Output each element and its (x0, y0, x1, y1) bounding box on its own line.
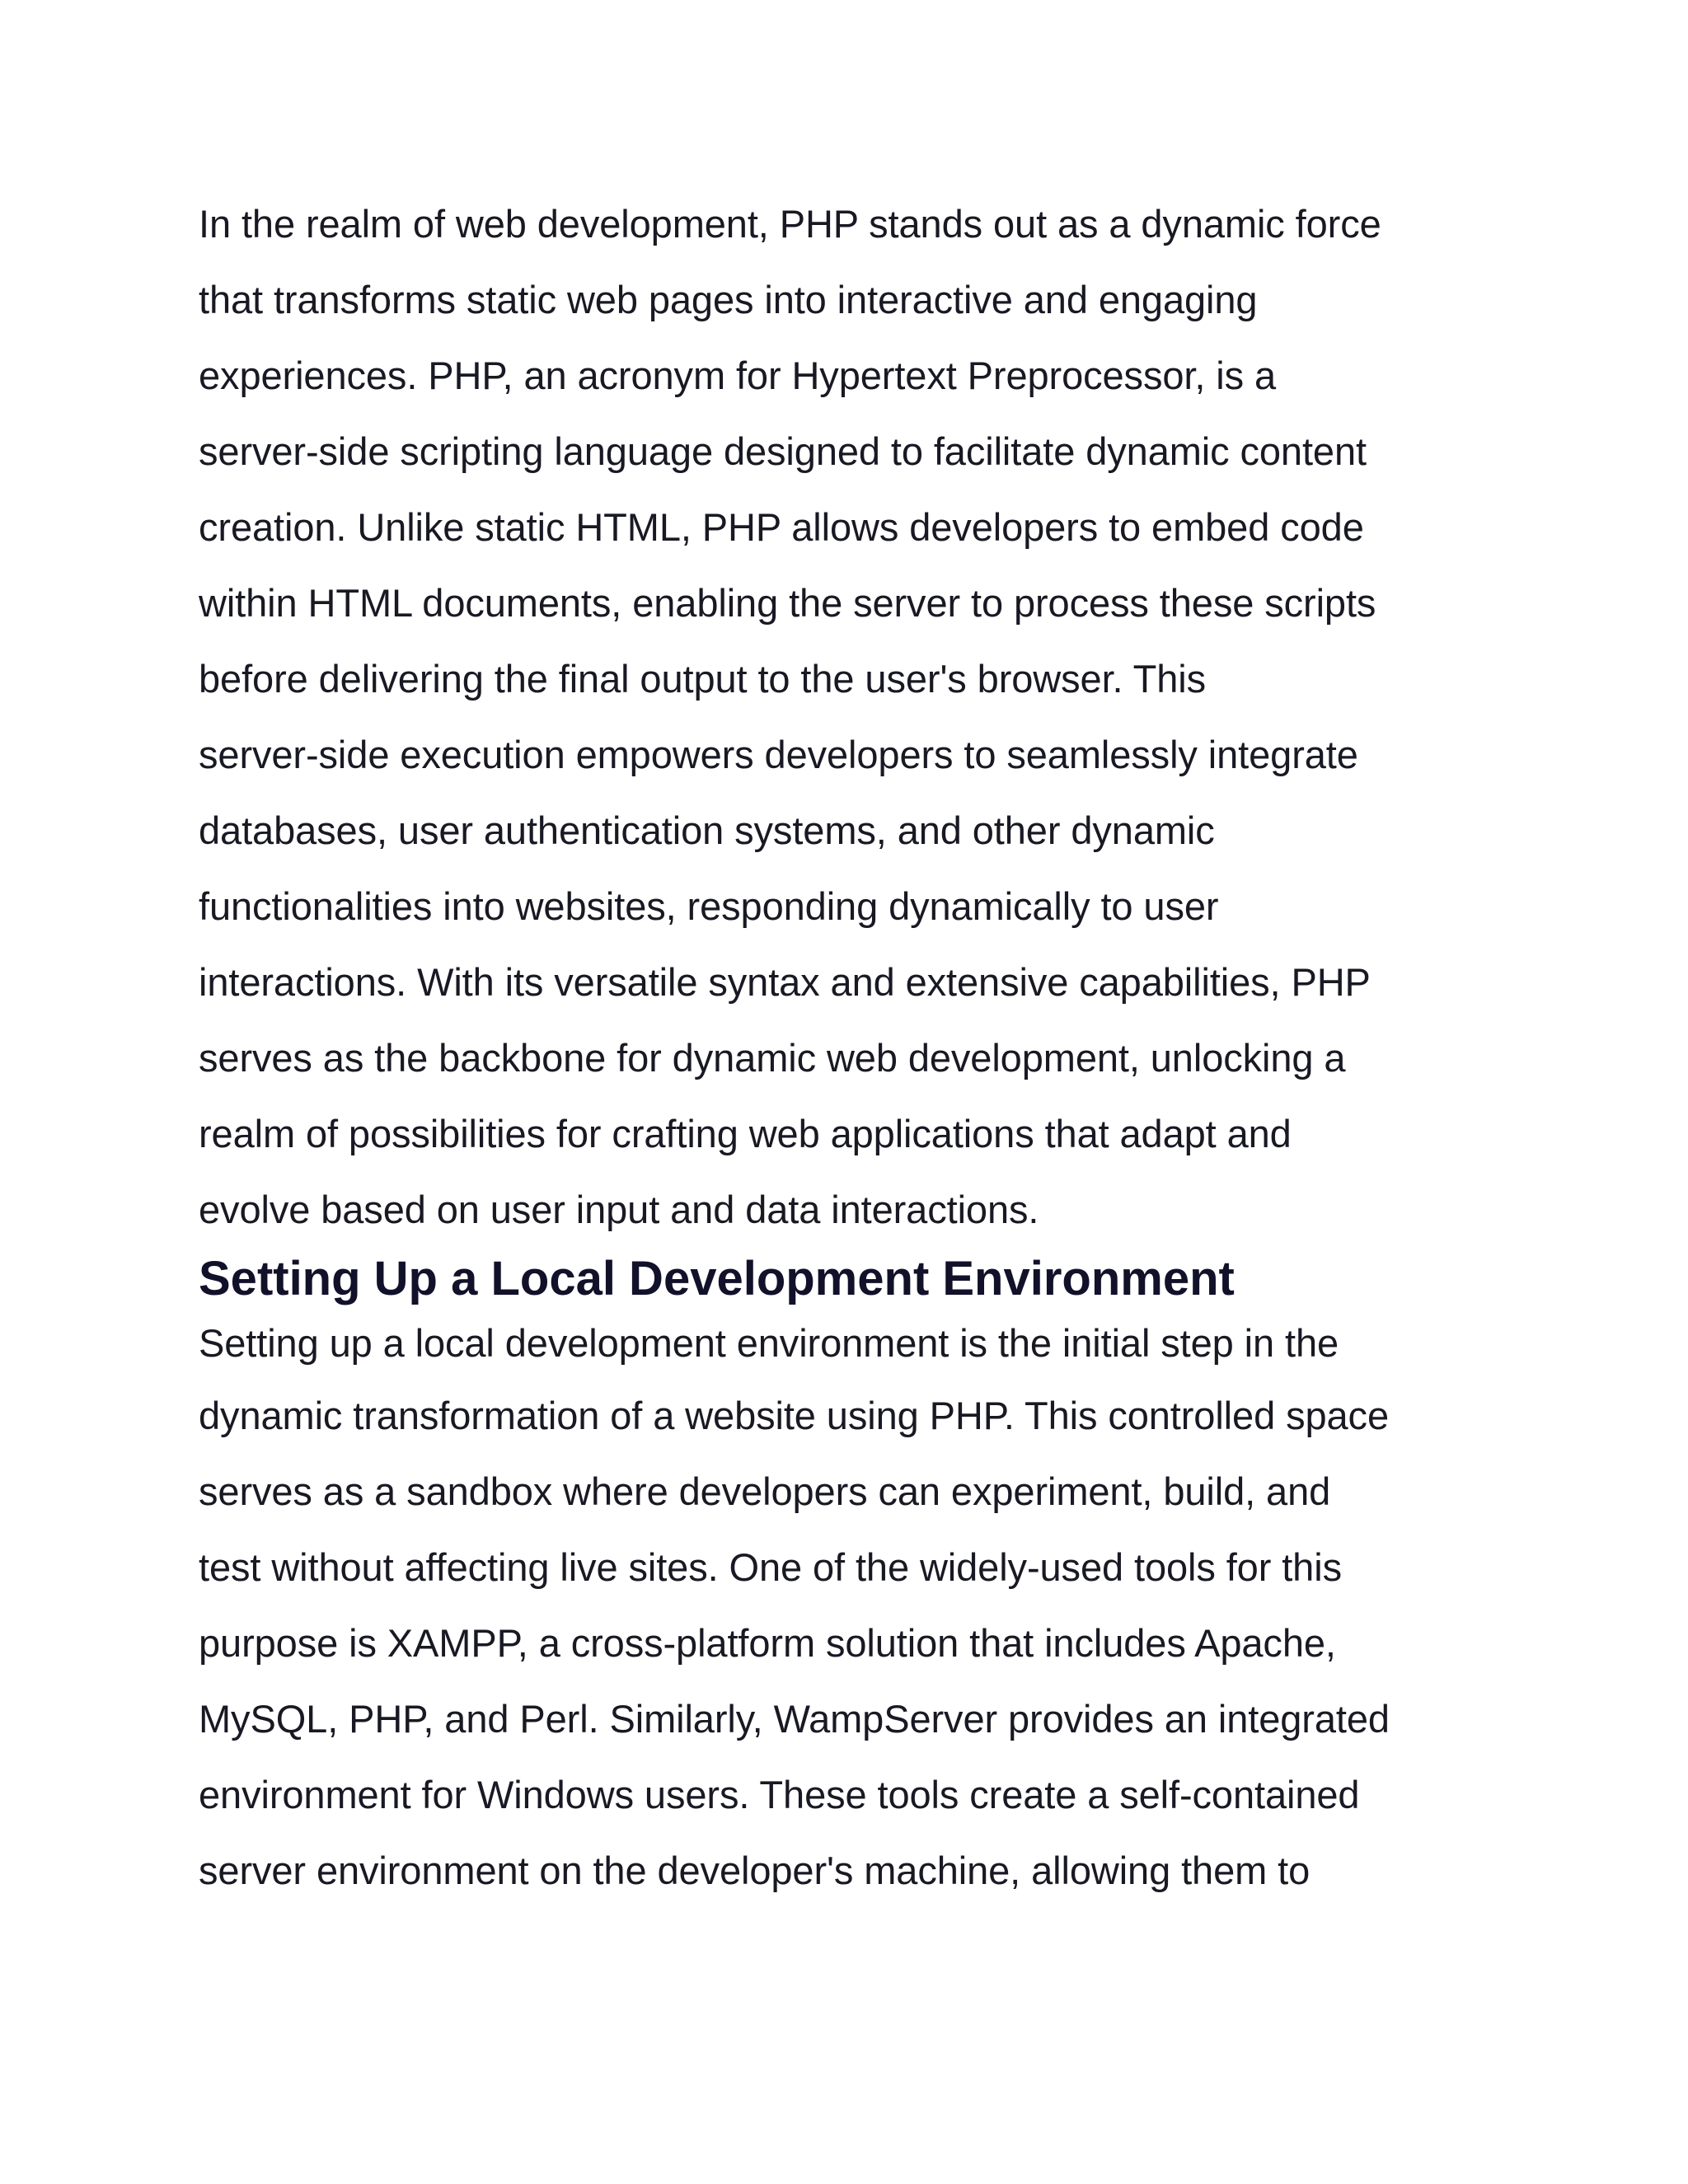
paragraph-line: within HTML documents, enabling the server to process these scripts (199, 581, 1376, 625)
paragraph-line: server-side scripting language designed to facilitate dynamic content (199, 429, 1367, 473)
paragraph-line: evolve based on user input and data interactions. (199, 1188, 1039, 1231)
paragraph-line: that transforms static web pages into interactive and engaging (199, 278, 1258, 321)
section-heading: Setting Up a Local Development Environment (199, 1252, 1235, 1305)
paragraph-line: creation. Unlike static HTML, PHP allows developers to embed code (199, 505, 1364, 549)
paragraph-line: functionalities into websites, responding dynamically to user (199, 884, 1219, 928)
paragraph-line: environment for Windows users. These tools create a self-contained (199, 1773, 1360, 1816)
paragraph-line: databases, user authentication systems, and other dynamic (199, 808, 1215, 852)
paragraph-line: Setting up a local development environment is the initial step in the (199, 1321, 1339, 1365)
paragraph-line: test without affecting live sites. One of the widely-used tools for this (199, 1545, 1342, 1589)
paragraph-line: In the realm of web development, PHP stands out as a dynamic force (199, 202, 1381, 246)
paragraph-line: server environment on the developer's machine, allowing them to (199, 1849, 1311, 1892)
paragraph-line: serves as the backbone for dynamic web development, unlocking a (199, 1036, 1346, 1080)
intro-paragraph (199, 186, 1501, 1248)
document-content (199, 186, 1501, 1909)
paragraph-line: experiences. PHP, an acronym for Hypertext Preprocessor, is a (199, 354, 1277, 397)
paragraph-line: realm of possibilities for crafting web applications that adapt and (199, 1112, 1292, 1155)
paragraph-line: serves as a sandbox where developers can experiment, build, and (199, 1469, 1331, 1513)
paragraph-line: server-side execution empowers developers to seamlessly integrate (199, 733, 1358, 776)
paragraph-line: interactions. With its versatile syntax and extensive capabilities, PHP (199, 960, 1371, 1004)
paragraph-line: MySQL, PHP, and Perl. Similarly, WampServer provides an integrated (199, 1697, 1390, 1741)
paragraph-line: purpose is XAMPP, a cross-platform solution that includes Apache, (199, 1621, 1336, 1665)
paragraph-line: before delivering the final output to the user's browser. This (199, 657, 1206, 701)
paragraph-line: dynamic transformation of a website using PHP. This controlled space (199, 1394, 1389, 1437)
setup-paragraph (199, 1309, 1501, 1909)
